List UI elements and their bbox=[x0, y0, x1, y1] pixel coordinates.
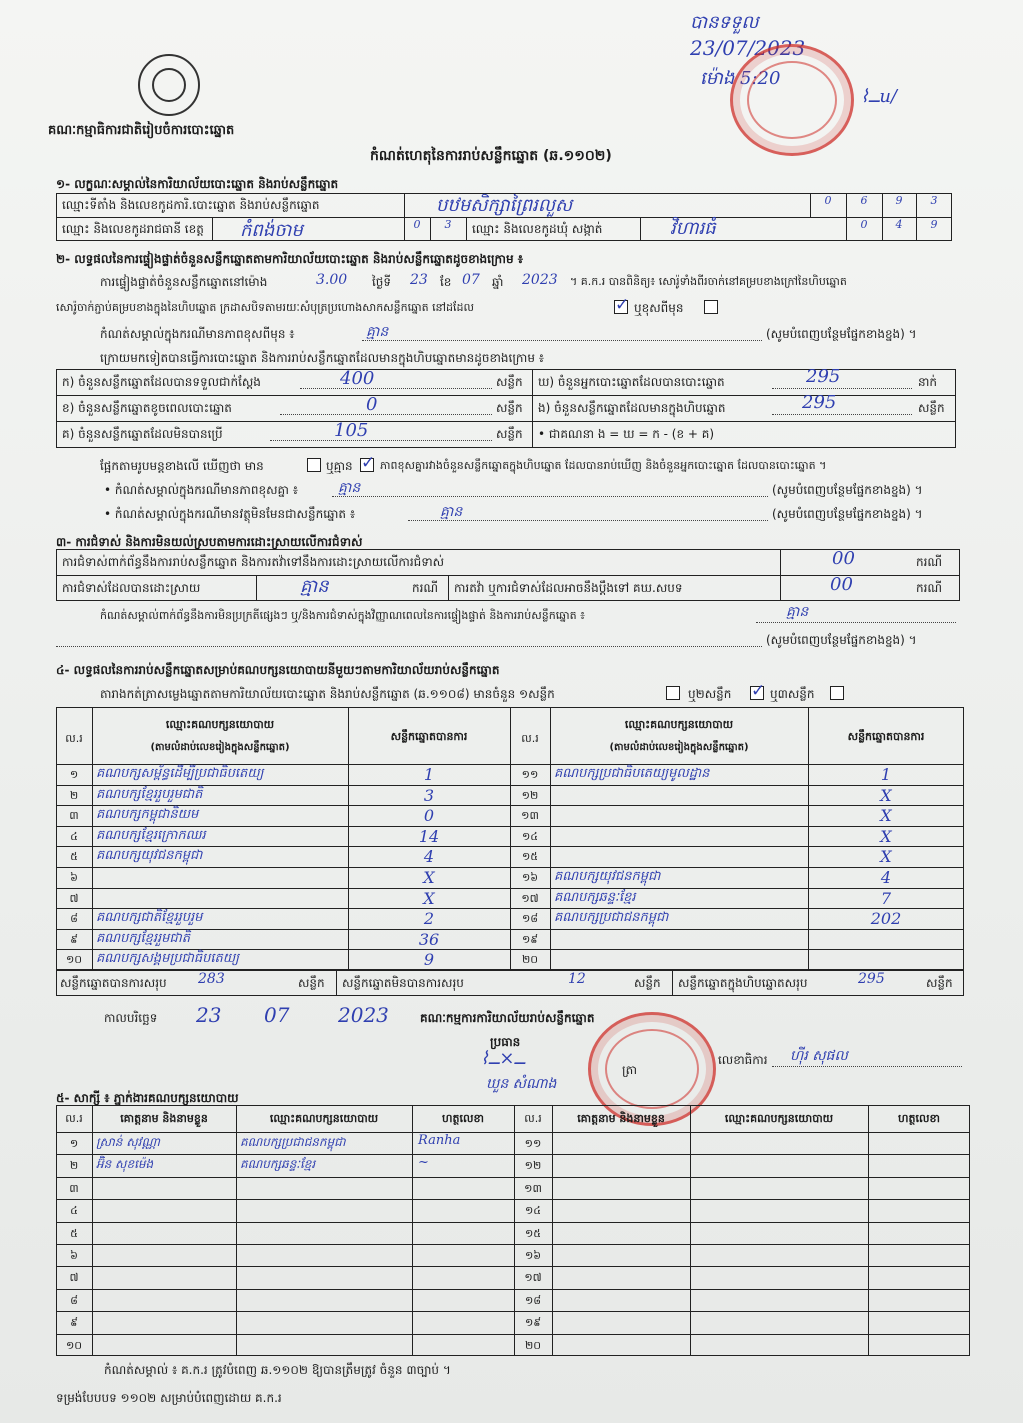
party-votes: 14 bbox=[418, 826, 440, 846]
row-number: ៣ bbox=[69, 809, 79, 823]
s1-prov-code-2: 3 bbox=[444, 218, 452, 231]
row-number: ១៣ bbox=[521, 809, 539, 823]
row-number: ៤ bbox=[70, 1204, 78, 1218]
s3-row2b-unit: ករណី bbox=[916, 581, 943, 595]
s1-row2b-value: វិហារធំ bbox=[670, 218, 716, 239]
row-number: ១៣ bbox=[524, 1181, 542, 1195]
row-number: ២០ bbox=[521, 953, 539, 967]
party-votes: 7 bbox=[880, 888, 892, 908]
note2-value: គ្មាន bbox=[440, 504, 463, 520]
gho-label: ឃ) ចំនួនអ្នកបោះឆ្នោតដែលបានបោះឆ្នោត bbox=[538, 375, 725, 389]
row-number: ១ bbox=[69, 768, 79, 781]
s3-row1-unit: ករណី bbox=[916, 555, 943, 569]
s2-para3-value: គ្មាន bbox=[366, 324, 389, 340]
s3-row2-value: គ្មាន bbox=[300, 576, 329, 597]
ko-unit: សន្លឹក bbox=[496, 427, 523, 441]
row-number: ១០ bbox=[65, 953, 83, 967]
chair-label: ប្រធាន bbox=[490, 1035, 521, 1049]
s3-row2-label: ការជំទាស់ដែលបានដោះស្រាយ bbox=[62, 581, 201, 595]
ka-value: 400 bbox=[340, 368, 375, 389]
s2-year: 2023 bbox=[522, 272, 558, 288]
s4-col-party-sub-right: (តាមលំដាប់លេខរៀងក្នុងសន្លឹកឆ្នោត) bbox=[609, 742, 749, 753]
witness-name: ស្រាន់ សុវណ្ណា bbox=[96, 1135, 160, 1149]
ngo-value: 295 bbox=[802, 392, 837, 413]
gho-unit: នាក់ bbox=[918, 375, 938, 389]
row-number: ១៥ bbox=[524, 1226, 542, 1240]
chair-signature: ⌇ــ⨯ــ bbox=[480, 1048, 525, 1069]
row-number: ១៨ bbox=[524, 1293, 542, 1307]
committee-name: គណៈកម្មាធិការជាតិរៀបចំការបោះឆ្នោត bbox=[48, 123, 235, 138]
witness-signature: Ranha bbox=[418, 1133, 461, 1148]
valid-unit: សន្លឹក bbox=[298, 976, 325, 990]
party-name: គណបក្សខ្មែររួមជាតិ bbox=[96, 930, 191, 946]
s1-row2-label: ឈ្មោះ និងលេខកូដរាជធានី ខេត្ត bbox=[62, 222, 204, 236]
ko-value: 105 bbox=[334, 420, 369, 441]
party-votes: 9 bbox=[423, 950, 435, 970]
party-votes: X bbox=[880, 847, 892, 867]
stamp-label: ត្រា bbox=[622, 1063, 637, 1077]
party-votes: 36 bbox=[418, 929, 440, 949]
invalid-value: 12 bbox=[568, 971, 586, 987]
party-votes: X bbox=[880, 826, 892, 846]
formula: • ជាគណនា ង = ឃ = ក - (ខ + គ) bbox=[538, 427, 715, 441]
s5-col-no-left: ល.រ bbox=[65, 1112, 83, 1125]
section3-title: ៣- ការជំទាស់ និងការមិនយល់ស្របតាមការដោះស្រាយលើការជំទាស់ bbox=[56, 535, 363, 549]
section4-title: ៤- លទ្ធផលនៃការរាប់សន្លឹកឆ្នោតសម្រាប់គណបក្សនយោបាយនីមួយៗតាមការិយាល័យរាប់សន្លឹកឆ្នោត bbox=[56, 663, 500, 677]
different-checkbox[interactable] bbox=[704, 300, 718, 314]
row-number: ៥ bbox=[70, 850, 78, 864]
s4-col-no-right: ល.រ bbox=[521, 732, 539, 745]
party-votes: 1 bbox=[880, 765, 892, 784]
s1-row1-label: ឈ្មោះទីតាំង និងលេខកូដការិ.បោះឆ្នោត និងរាប់សន្លឹកឆ្នោត bbox=[62, 198, 320, 212]
s4-col-party-sub-left: (តាមលំដាប់លេខរៀងក្នុងសន្លឹកឆ្នោត) bbox=[150, 742, 290, 753]
three-sheets-checkbox[interactable] bbox=[830, 686, 844, 700]
ngo-unit: សន្លឹក bbox=[918, 401, 945, 415]
secretary-label: លេខាធិការ bbox=[718, 1053, 768, 1067]
two-sheets-checkbox[interactable] bbox=[750, 686, 764, 700]
s5-col-party-left: ឈ្មោះគណបក្សនយោបាយ bbox=[269, 1112, 379, 1125]
row-number: ១១ bbox=[524, 1137, 542, 1150]
row-number: ៧ bbox=[69, 891, 79, 905]
row-number: ៩ bbox=[70, 1316, 78, 1330]
row-number: ១៧ bbox=[521, 891, 539, 905]
party-name: គណបក្សសម្ព័ន្ធដើម្បីប្រជាធិបតេយ្យ bbox=[96, 766, 264, 781]
row-number: ៨ bbox=[70, 912, 78, 926]
party-votes: X bbox=[423, 868, 435, 887]
kha-unit: សន្លឹក bbox=[496, 401, 523, 415]
row-number: ៤ bbox=[70, 829, 78, 843]
s2-hint-1: (សូមបំពេញបន្ថែមផ្នែកខាងខ្នង) ។ bbox=[766, 327, 917, 341]
date-day: 23 bbox=[196, 1003, 222, 1027]
section1-title: ១- លក្ខណៈសម្គាល់នៃការិយាល័យបោះឆ្នោត និងរាប់សន្លឹកឆ្នោត bbox=[56, 177, 339, 191]
chair-name: ឃួន សំណាង bbox=[486, 1076, 557, 1092]
secretary-name: ហ៊ីរ សុផល bbox=[790, 1048, 848, 1064]
s1-commune-code-1: 0 bbox=[860, 218, 868, 231]
party-name: គណបក្សកម្ពុជានិយម bbox=[96, 807, 199, 823]
compare-b: ឬគ្មាន bbox=[326, 459, 353, 473]
s5-col-sign-left: ហត្ថលេខា bbox=[442, 1112, 484, 1125]
row-number: ២ bbox=[69, 788, 79, 802]
date-year: 2023 bbox=[338, 1003, 389, 1027]
compare-c: ភាពខុសគ្នារវាងចំនួនសន្លឹកឆ្នោតក្នុងហិបឆ្នោត ដែលបានរាប់ឃើញ និងចំនួនអ្នកបោះឆ្នោត ដែលបានបោះឆ្នោត ។ bbox=[380, 459, 827, 472]
row-number: ១៧ bbox=[524, 1271, 542, 1285]
table-row-line bbox=[56, 1334, 970, 1335]
s2-hint-2: (សូមបំពេញបន្ថែមផ្នែកខាងខ្នង) ។ bbox=[772, 483, 923, 497]
s3-hint: (សូមបំពេញបន្ថែមផ្នែកខាងខ្នង) ។ bbox=[766, 633, 917, 647]
total-value: 295 bbox=[858, 971, 885, 987]
row-number: ៩ bbox=[70, 932, 78, 946]
s1-prov-code-1: 0 bbox=[413, 218, 421, 231]
s4-opt3: ឬ៣សន្លឹក bbox=[770, 687, 815, 701]
has-difference-checkbox[interactable] bbox=[307, 458, 321, 472]
received-date: 23/07/2023 bbox=[690, 36, 806, 60]
party-votes: X bbox=[880, 806, 892, 826]
party-votes: 202 bbox=[870, 909, 902, 929]
note1-label: • កំណត់សម្គាល់ក្នុងករណីមានភាពខុសគ្នា ៖ bbox=[104, 483, 299, 497]
s5-col-no-right: ល.រ bbox=[524, 1112, 542, 1125]
s1-code-1: 0 bbox=[824, 194, 832, 207]
received-signature: ⌇ــu/ bbox=[860, 86, 898, 107]
party-name: គណបក្សឆន្ទៈខ្មែរ bbox=[554, 889, 636, 905]
party-votes: 2 bbox=[423, 909, 435, 929]
date-label: កាលបរិច្ឆេទ bbox=[104, 1011, 158, 1025]
kha-value: 0 bbox=[366, 394, 378, 415]
received-label: បានទទួល bbox=[690, 12, 759, 33]
party-votes: 1 bbox=[423, 765, 435, 784]
gho-value: 295 bbox=[806, 366, 841, 387]
row-number: ១២ bbox=[524, 1159, 542, 1173]
s3-row1-value: 00 bbox=[832, 548, 855, 569]
s4-col-party-left: ឈ្មោះគណបក្សនយោបាយ bbox=[165, 718, 275, 731]
same-as-before-checkbox[interactable] bbox=[614, 300, 628, 314]
party-name: គណបក្សសង្គមប្រជាធិបតេយ្យ bbox=[96, 951, 240, 967]
row-number: ១៤ bbox=[521, 829, 539, 843]
witness-signature: ~ bbox=[418, 1155, 429, 1171]
row-number: ៧ bbox=[69, 1271, 79, 1285]
s2-hint-3: (សូមបំពេញបន្ថែមផ្នែកខាងខ្នង) ។ bbox=[772, 507, 923, 521]
total-unit: សន្លឹក bbox=[926, 976, 953, 990]
emblem-logo bbox=[138, 54, 200, 116]
s2-para1-e: ។ គ.ក.រ បានពិនិត្យ៖ សោរ៉ូទាំងពីរចាក់នៅគម្របខាងក្រៅនៃហិបឆ្នោត bbox=[570, 275, 847, 288]
row-number: ១៦ bbox=[524, 1249, 542, 1262]
s2-para1-d: ឆ្នាំ bbox=[492, 275, 504, 289]
s2-para2: សោរ៉ូចាក់ភ្ជាប់គម្របខាងក្នុងនៃហិបឆ្នោត ក្រដាសបិទតាមរយៈសំបុត្រប្រហោងសាកសន្លឹកឆ្នោត នៅដដែល bbox=[56, 301, 474, 314]
witness-name: អ៊ិន សុខម៉េង bbox=[96, 1157, 154, 1172]
kha-label: ខ) ចំនួនសន្លឹកឆ្នោតខូចពេលបោះឆ្នោត bbox=[62, 401, 232, 415]
s4-opt2: ឬ២សន្លឹក bbox=[688, 687, 732, 701]
valid-value: 283 bbox=[198, 971, 225, 987]
party-votes: 3 bbox=[423, 785, 435, 805]
table-row-line bbox=[56, 1154, 970, 1155]
row-number: ៨ bbox=[70, 1293, 78, 1307]
total-label: សន្លឹកឆ្នោតក្នុងហិបឆ្នោតសរុប bbox=[678, 976, 808, 990]
table-row-line bbox=[56, 1177, 970, 1178]
s5-col-name-left: គោត្តនាម និងនាមខ្លួន bbox=[120, 1112, 208, 1125]
official-stamp-top bbox=[730, 44, 854, 156]
row-number: ១០ bbox=[65, 1338, 83, 1352]
table-row-line bbox=[56, 1244, 970, 1245]
party-name: គណបក្សប្រជាជនកម្ពុជា bbox=[554, 910, 669, 926]
s5-col-sign-right: ហត្ថលេខា bbox=[898, 1112, 940, 1125]
section5-title: ៥- សាក្សី ៖ ភ្នាក់ងារគណបក្សនយោបាយ bbox=[56, 1091, 239, 1105]
ko-label: គ) ចំនួនសន្លឹកឆ្នោតដែលមិនបានប្រើ bbox=[62, 427, 223, 441]
row-number: ២០ bbox=[524, 1338, 542, 1352]
s1-commune-code-2: 4 bbox=[895, 218, 903, 231]
s1-row2b-label: ឈ្មោះ និងលេខកូដឃុំ សង្កាត់ bbox=[472, 222, 603, 236]
row-number: ១២ bbox=[521, 788, 539, 802]
party-votes: 0 bbox=[423, 806, 435, 826]
s4-col-party-right: ឈ្មោះគណបក្សនយោបាយ bbox=[624, 718, 734, 731]
date-month: 07 bbox=[264, 1003, 290, 1027]
one-sheet-checkbox[interactable] bbox=[666, 686, 680, 700]
s3-row2b-value: 00 bbox=[830, 574, 853, 595]
row-number: ៦ bbox=[70, 871, 78, 884]
row-number: ៥ bbox=[70, 1226, 78, 1240]
s1-code-2: 6 bbox=[860, 194, 868, 207]
s1-code-4: 3 bbox=[930, 194, 938, 207]
no-difference-checkbox[interactable] bbox=[360, 458, 374, 472]
s2-para3-label: កំណត់សម្គាល់ក្នុងករណីមានភាពខុសពីមុន ៖ bbox=[100, 327, 295, 341]
party-votes: 4 bbox=[880, 868, 892, 887]
footer-note: កំណត់សម្គាល់ ៖ គ.ក.រ ត្រូវបំពេញ ឆ.១១០២ ឱ្យបានត្រឹមត្រូវ ចំនួន ៣ច្បាប់ ។ bbox=[104, 1363, 451, 1377]
form-title: កំណត់ហេតុនៃការរាប់សន្លឹកឆ្នោត (ឆ.១១០២) bbox=[370, 148, 612, 164]
row-number: ១៩ bbox=[521, 932, 539, 946]
row-number: ៣ bbox=[69, 1181, 79, 1195]
ngo-label: ង) ចំនួនសន្លឹកឆ្នោតដែលមានក្នុងហិបឆ្នោត bbox=[538, 401, 726, 415]
footer-form-name: ទម្រង់បែបបទ ១១០២ សម្រាប់បំពេញដោយ គ.ក.រ bbox=[56, 1391, 282, 1405]
row-number: ១៩ bbox=[524, 1316, 542, 1330]
s2-para1-a: ការផ្ទៀងផ្ទាត់ចំនួនសន្លឹកឆ្នោតនៅម៉ោង bbox=[100, 275, 268, 289]
note1-value: គ្មាន bbox=[338, 480, 361, 496]
row-number: ១១ bbox=[521, 768, 539, 781]
s1-row1-value: បឋមសិក្សាព្រៃរលួស bbox=[436, 195, 573, 216]
table-row-line bbox=[56, 1222, 970, 1223]
table-row-line bbox=[56, 1311, 970, 1312]
party-votes: X bbox=[423, 888, 435, 908]
s2-para2-ok: ឬខុសពីមុន bbox=[634, 301, 684, 315]
s4-col-votes-left: សន្លឹកឆ្នោតបានការ bbox=[390, 730, 468, 743]
compare-a: ផ្អែកតាមរូបមន្តខាងលើ ឃើញថា មាន bbox=[100, 459, 264, 473]
witness-table bbox=[56, 1105, 970, 1356]
received-time: ម៉ោង 5:20 bbox=[700, 68, 781, 89]
table-row-line bbox=[56, 1289, 970, 1290]
s5-col-name-right: គោត្តនាម និងនាមខ្លួន bbox=[577, 1112, 665, 1125]
row-number: ២ bbox=[69, 1159, 79, 1173]
row-number: ១៦ bbox=[521, 871, 539, 884]
row-number: ១៨ bbox=[521, 912, 539, 926]
party-name: គណបក្សយុវជនកម្ពុជា bbox=[96, 848, 203, 864]
table-row-line bbox=[56, 1266, 970, 1267]
party-votes: 4 bbox=[423, 847, 435, 867]
s4-col-votes-right: សន្លឹកឆ្នោតបានការ bbox=[847, 730, 925, 743]
s3-row2b-label: ការតវ៉ា ឬការជំទាស់ដែលអាចនឹងប្តឹងទៅ គឃ.សបទ bbox=[454, 581, 683, 595]
s3-row2-unit: ករណី bbox=[412, 581, 439, 595]
row-number: ១៥ bbox=[521, 850, 539, 864]
s2-para1-b: ថ្ងៃទី bbox=[372, 275, 392, 289]
s2-para4: ក្រោយមកទៀតបានធ្វើការបោះឆ្នោត និងការរាប់សន្លឹកឆ្នោតដែលមានក្នុងហិបឆ្នោតមានដូចខាងក្រោម ៖ bbox=[100, 351, 545, 365]
s3-row1-label: ការជំទាស់ពាក់ព័ន្ធនឹងការរាប់សន្លឹកឆ្នោត និងការតវ៉ាទៅនឹងការដោះស្រាយលើការជំទាស់ bbox=[62, 555, 445, 569]
note2-label: • កំណត់សម្គាល់ក្នុងករណីមានវត្ថុមិនមែនជាសន្លឹកឆ្នោត ៖ bbox=[104, 507, 356, 521]
section2-title: ២- លទ្ធផលនៃការផ្ទៀងផ្ទាត់ចំនួនសន្លឹកឆ្នោតតាមការិយាល័យបោះឆ្នោត និងរាប់សន្លឹកឆ្នោតដូចខាងក្រោម ៖ bbox=[56, 252, 524, 266]
party-name: គណបក្សជាតិខ្មែររួបរួម bbox=[96, 910, 203, 926]
row-number: ១៤ bbox=[524, 1204, 542, 1218]
s2-time: 3.00 bbox=[316, 272, 348, 288]
witness-party: គណបក្សឆន្ទៈខ្មែរ bbox=[240, 1157, 316, 1172]
party-name: គណបក្សយុវជនកម្ពុជា bbox=[554, 869, 661, 884]
table-row-line bbox=[56, 1199, 970, 1200]
s3-note-value: គ្មាន bbox=[786, 604, 809, 620]
committee-label: គណៈកម្មការការិយាល័យរាប់សន្លឹកឆ្នោត bbox=[420, 1011, 595, 1025]
s5-col-party-right: ឈ្មោះគណបក្សនយោបាយ bbox=[724, 1112, 834, 1125]
totals-row bbox=[56, 970, 964, 996]
row-number: ៦ bbox=[70, 1249, 78, 1262]
invalid-label: សន្លឹកឆ្នោតមិនបានការសរុប bbox=[342, 976, 464, 990]
s3-note-label: កំណត់សម្គាល់ពាក់ព័ន្ធនឹងការមិនប្រក្រតីផ្សេងៗ ឬ/និងការជំទាស់ក្នុងវិញ្ញាណពេលនៃការផ្ទៀងផ្ទាត់ និងការរាប់សន្លឹកឆ្នោត ៖ bbox=[100, 609, 585, 622]
party-name: គណបក្សខ្មែររួបរួមជាតិ bbox=[96, 786, 203, 802]
s1-commune-code-3: 9 bbox=[930, 218, 938, 231]
ka-label: ក) ចំនួនសន្លឹកឆ្នោតដែលបានទទួលជាក់ស្តែង bbox=[62, 375, 261, 389]
party-votes: X bbox=[880, 785, 892, 805]
valid-label: សន្លឹកឆ្នោតបានការសរុប bbox=[60, 976, 167, 990]
s4-col-no-left: ល.រ bbox=[65, 732, 83, 745]
s2-month: 07 bbox=[462, 272, 480, 288]
s1-row2-value: កំពង់ចាម bbox=[240, 220, 303, 241]
s4-intro: តារាងកត់ត្រាសម្លេងឆ្នោតតាមការិយាល័យបោះឆ្នោត និងរាប់សន្លឹកឆ្នោត (ឆ.១១០៨) មានចំនួន ១សន្លឹក bbox=[100, 687, 555, 701]
table-row-line bbox=[56, 929, 964, 930]
s1-code-3: 9 bbox=[895, 194, 903, 207]
row-number: ១ bbox=[69, 1137, 79, 1150]
party-name: គណបក្សប្រជាធិបតេយ្យមូលដ្ឋាន bbox=[554, 766, 710, 781]
s2-day: 23 bbox=[410, 272, 428, 288]
invalid-unit: សន្លឹក bbox=[634, 976, 661, 990]
witness-party: គណបក្សប្រជាជនកម្ពុជា bbox=[240, 1135, 346, 1149]
s2-para1-c: ខែ bbox=[440, 275, 452, 289]
ka-unit: សន្លឹក bbox=[496, 375, 523, 389]
party-name: គណបក្សខ្មែរក្រោកឈរ bbox=[96, 827, 206, 843]
